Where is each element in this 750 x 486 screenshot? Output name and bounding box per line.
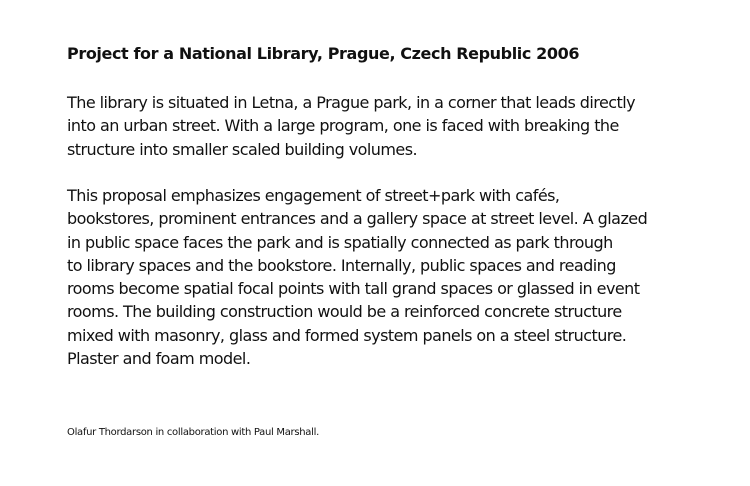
document-title: Project for a National Library, Prague, Czech Republic 2006 [67,44,580,63]
paragraph-line: Plaster and foam model. [67,349,251,369]
paragraph-line: rooms become spatial focal points with tall grand spaces or glassed in event [67,279,640,299]
paragraph-line: rooms. The building construction would be a reinforced concrete structure [67,302,622,322]
paragraph-line: into an urban street. With a large program, one is faced with breaking the [67,116,619,136]
paragraph-line: mixed with masonry, glass and formed system panels on a steel structure. [67,325,627,345]
paragraph-line: structure into smaller scaled building volumes. [67,139,418,159]
paragraph-line: to library spaces and the bookstore. Internally, public spaces and reading [67,255,616,275]
paragraph-line: This proposal emphasizes engagement of street+park with cafés, [67,186,560,205]
paragraph-line: in public space faces the park and is spatially connected as park through [67,232,613,252]
paragraph-line: The library is situated in Letna, a Prague park, in a corner that leads directly [67,93,636,112]
credit-line: Olafur Thordarson in collaboration with Paul Marshall. [67,427,319,438]
paragraph-site-description [67,91,635,161]
paragraph-proposal-description [67,184,647,370]
paragraph-line: bookstores, prominent entrances and a gallery space at street level. A glazed [67,209,648,229]
